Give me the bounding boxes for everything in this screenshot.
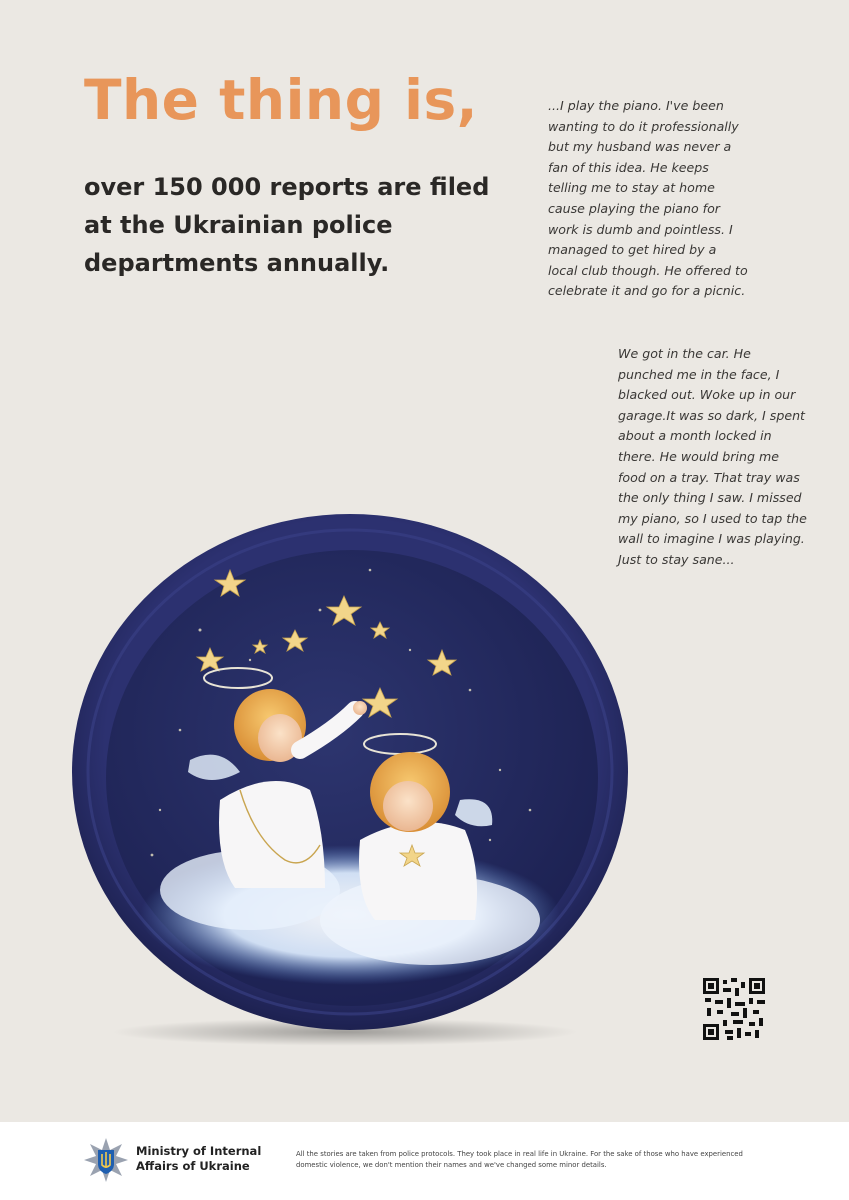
tray-image bbox=[70, 510, 630, 1050]
headline: The thing is, bbox=[84, 68, 479, 132]
ministry-name: Ministry of Internal Affairs of Ukraine bbox=[136, 1144, 262, 1173]
subheadline: over 150 000 reports are filed at the Ukrainian police departments annually. bbox=[84, 173, 490, 277]
story-text-part-1: ...I play the piano. I've been wanting to do it professionally but my husband was never a fan of this idea. He keeps telling me to stay at home cause playing the piano for work is dumb and pointless. I managed to get hired by a local club though. He offered to celebrate it and go for a picnic. bbox=[548, 98, 748, 299]
story-text-part-2: We got in the car. He punched me in the face, I blacked out. Woke up in our garage.It was so dark, I spent about a month locked in there. He would bring me food on a tray. That tray was the only thing I saw. I missed my piano, so I used to tap the wall to imagine I was playing. Just to stay sane... bbox=[618, 346, 807, 567]
qr-code[interactable] bbox=[703, 978, 765, 1040]
tray-illustration bbox=[70, 510, 630, 1030]
disclaimer-text: All the stories are taken from police protocols. They took place in real life in Ukraine. For the sake of those who have experienced domestic violence, we don't mention their names and we've changed some minor details. bbox=[296, 1150, 743, 1169]
police-emblem-icon bbox=[84, 1138, 128, 1182]
